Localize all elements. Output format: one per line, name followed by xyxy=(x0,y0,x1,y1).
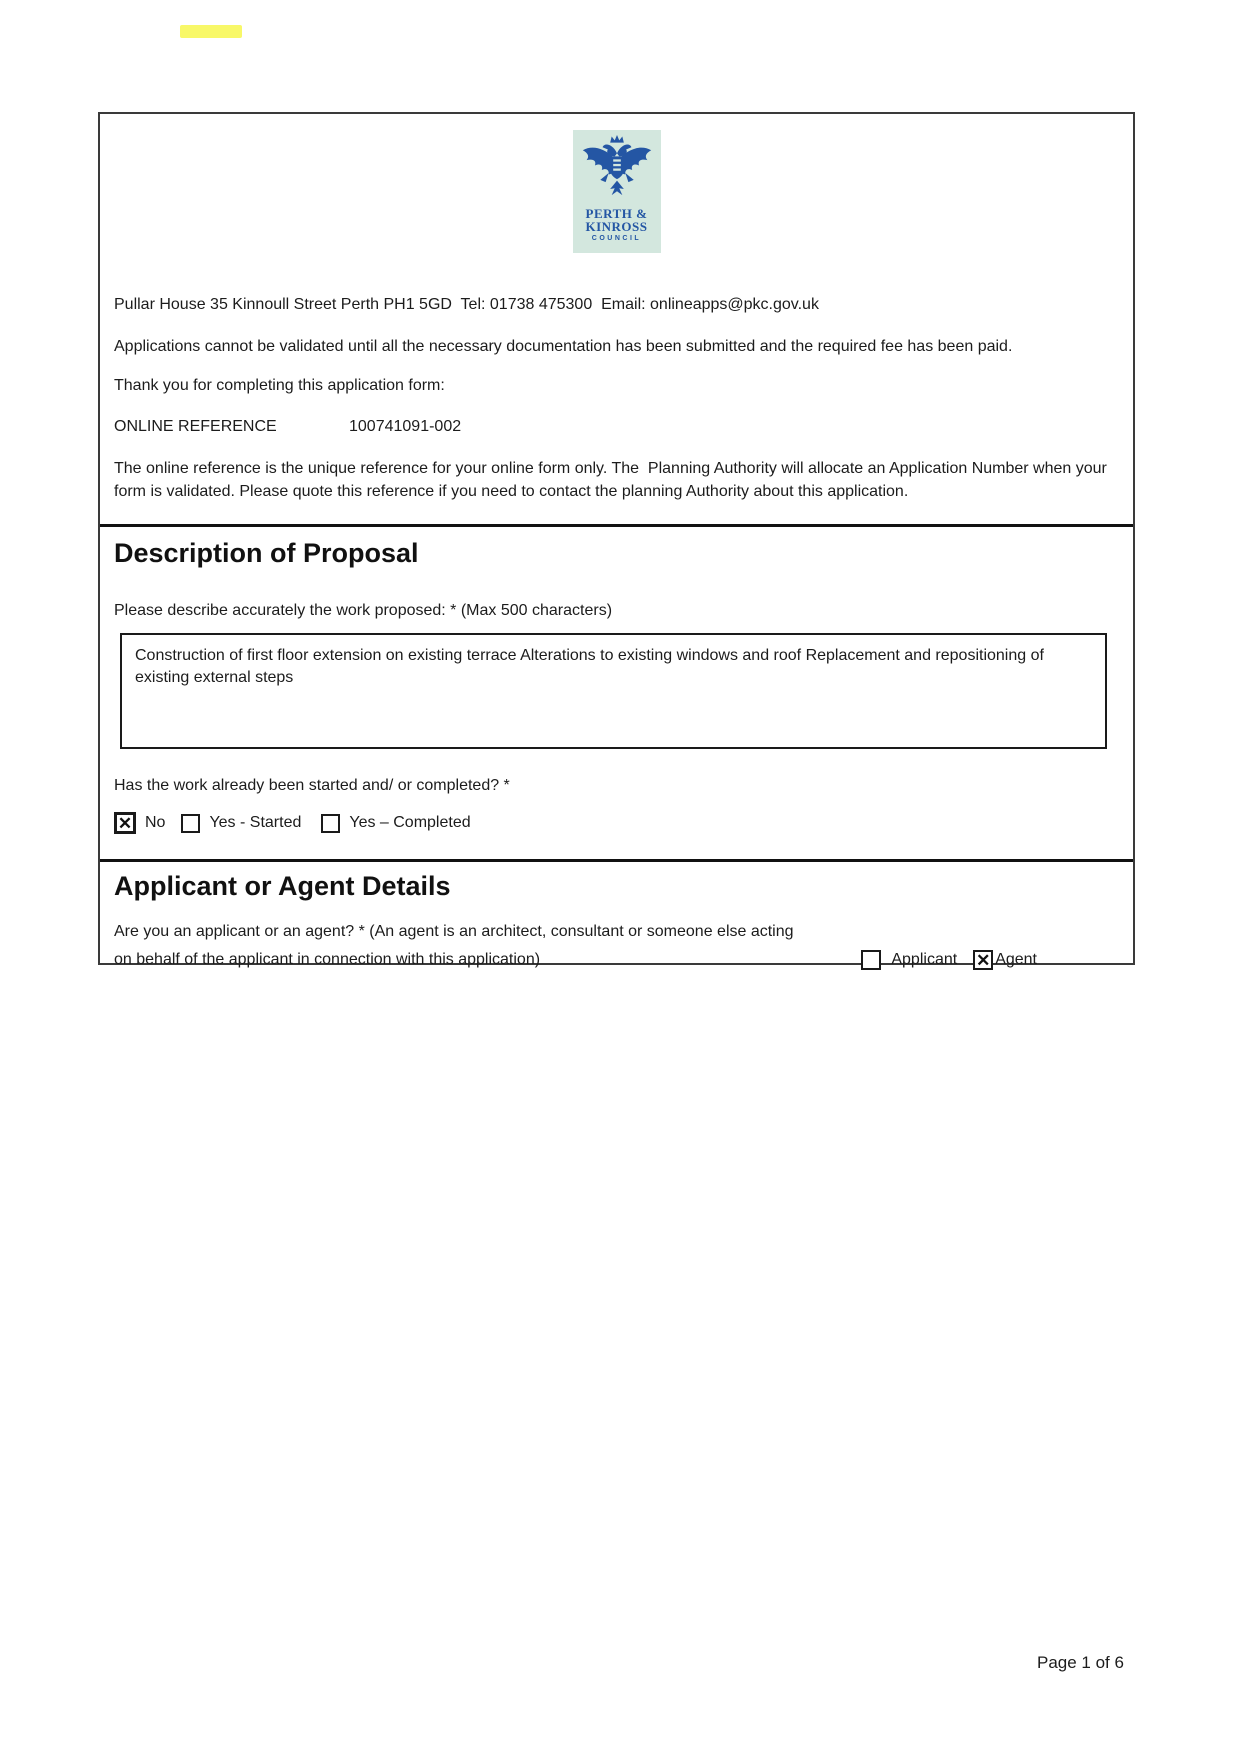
section-title-description: Description of Proposal xyxy=(114,538,419,568)
checkbox-applicant xyxy=(861,950,881,970)
option-no xyxy=(114,812,165,834)
thank-you-note: Thank you for completing this application form: xyxy=(114,377,445,394)
logo-text-perth: PERTH & xyxy=(585,206,648,221)
option-applicant-label: Applicant xyxy=(891,951,958,968)
logo-text-council: COUNCIL xyxy=(591,235,642,242)
applicant-section xyxy=(100,859,1133,978)
description-section xyxy=(100,524,1133,859)
council-crest-icon xyxy=(579,133,655,207)
started-options-row xyxy=(114,812,1119,834)
checkbox-no-mark: ✕ xyxy=(117,813,133,833)
option-yes-started xyxy=(181,814,301,833)
checkbox-yes-completed xyxy=(321,814,340,833)
application-form xyxy=(98,112,1135,970)
applicant-question-line1: Are you an applicant or an agent? * (An agent is an architect, consultant or someone else acting xyxy=(114,923,794,940)
checkbox-agent xyxy=(973,950,993,970)
applicant-question-line2: on behalf of the applicant in connection with this application) xyxy=(114,951,541,968)
applicant-agent-options xyxy=(861,950,1037,970)
description-prompt: Please describe accurately the work proposed: * (Max 500 characters) xyxy=(114,602,613,619)
reference-note: The online reference is the unique reference for your online form only. The Planning Authority will allocate an Application Number when your form is validated. Please quote this reference if you need to contact the planning Authority about this application. xyxy=(114,460,1112,501)
council-address: Pullar House 35 Kinnoull Street Perth PH1 5GD Tel: 01738 475300 Email: onlineapps@pkc.gov.uk xyxy=(114,296,819,313)
description-textarea: Construction of first floor extension on existing terrace Alterations to existing windows and roof Replacement and repositioning of existing external steps xyxy=(120,633,1107,749)
option-no-label: No xyxy=(145,814,166,831)
option-yes-completed xyxy=(321,814,470,833)
option-yes-started-label: Yes - Started xyxy=(209,814,302,831)
council-logo xyxy=(573,130,661,253)
highlight-mark xyxy=(180,25,242,38)
option-yes-completed-label: Yes – Completed xyxy=(349,814,471,831)
page-number: Page 1 of 6 xyxy=(1037,1653,1124,1672)
option-agent-label: Agent xyxy=(995,951,1037,968)
section-title-applicant: Applicant or Agent Details xyxy=(114,871,451,901)
online-reference-value: 100741091-002 xyxy=(349,418,462,435)
checkbox-no xyxy=(114,812,136,834)
validation-note: Applications cannot be validated until all the necessary documentation has been submitted and the required fee has been paid. xyxy=(114,338,1013,355)
applicant-question-row xyxy=(114,950,1119,970)
online-reference-row xyxy=(114,417,1119,437)
checkbox-agent-mark: ✕ xyxy=(976,950,991,970)
logo-text-kinross: KINROSS xyxy=(585,219,648,234)
started-question: Has the work already been started and/ or completed? * xyxy=(114,777,510,794)
checkbox-yes-started xyxy=(181,814,200,833)
form-header-section xyxy=(100,130,1133,524)
online-reference-label: ONLINE REFERENCE xyxy=(114,418,277,435)
